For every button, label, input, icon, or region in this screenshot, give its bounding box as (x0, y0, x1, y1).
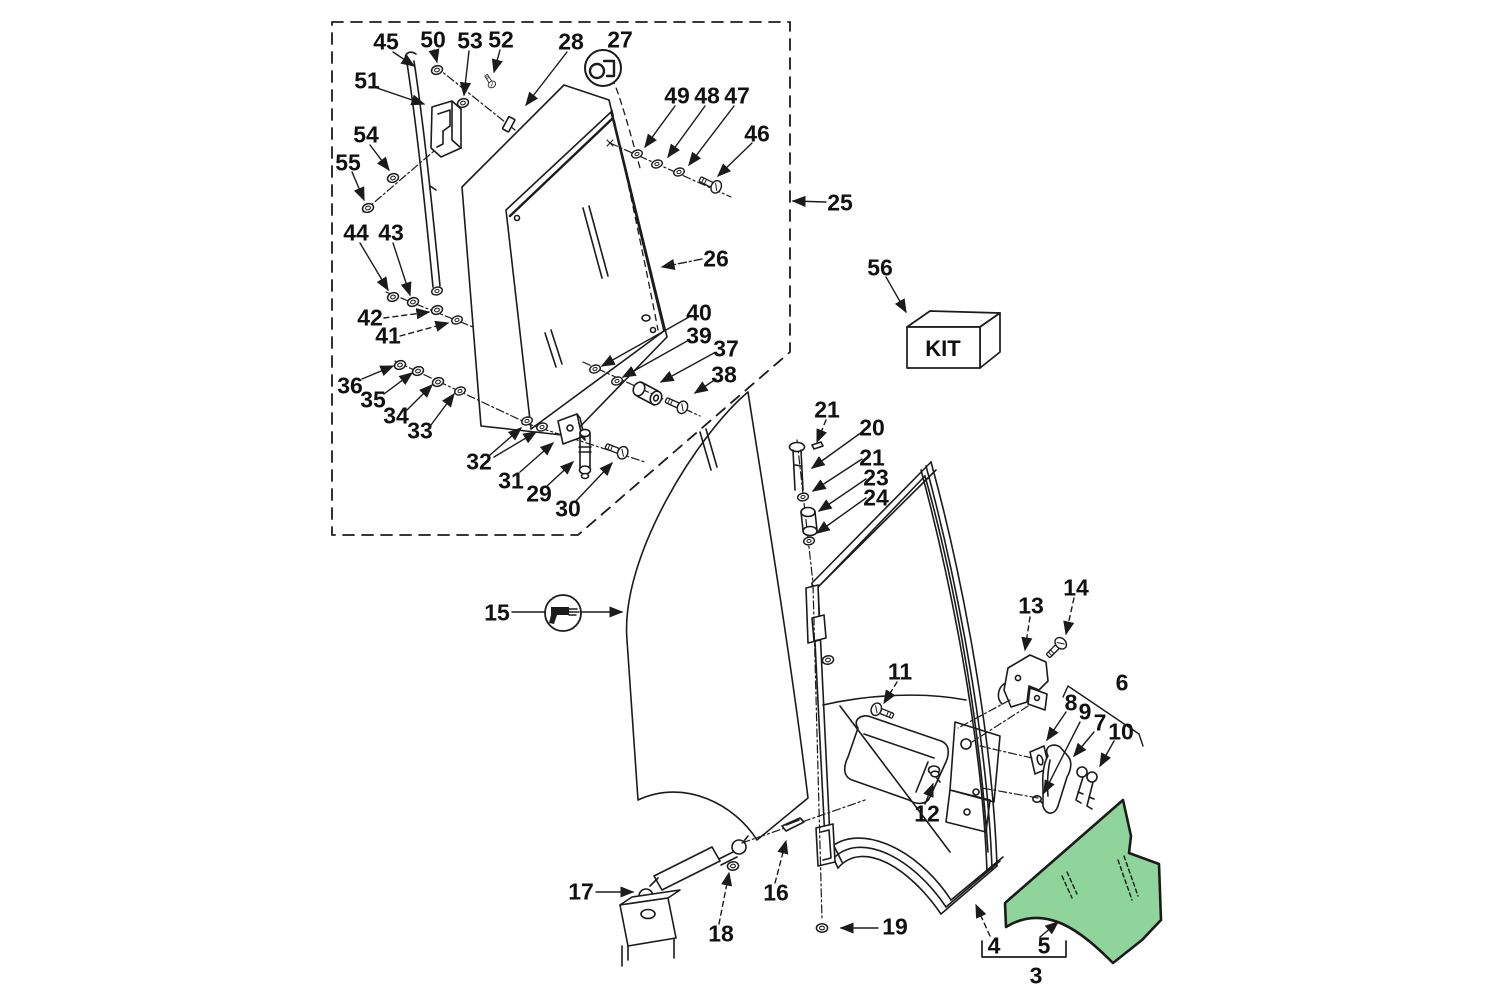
callout-label-3: 3 (1029, 962, 1043, 989)
sealant-gun-icon (545, 595, 581, 631)
glass-pin (502, 116, 515, 132)
callout-label-44: 44 (343, 219, 369, 246)
callout-label-37: 37 (713, 335, 739, 362)
callout-label-28: 28 (558, 28, 584, 55)
callout-label-43: 43 (378, 219, 404, 246)
callout-label-46: 46 (744, 120, 770, 147)
door-frame (806, 462, 1003, 932)
callout-label-6: 6 (1115, 669, 1129, 696)
callout-label-12: 12 (914, 800, 940, 827)
callout-label-7: 7 (1093, 709, 1107, 736)
callout-label-36: 36 (337, 372, 363, 399)
retainer-clip (782, 818, 804, 831)
corner-bracket (431, 101, 461, 157)
callout-label-40: 40 (686, 299, 712, 326)
callout-label-27: 27 (607, 26, 633, 53)
kit-box (907, 311, 1000, 368)
door-lock-plate (946, 722, 1000, 832)
seal-clip-icon (585, 50, 621, 86)
callout-label-39: 39 (686, 322, 712, 349)
callout-label-20: 20 (859, 414, 885, 441)
window-frame-assembly (361, 52, 731, 478)
kit-box-label: KIT (925, 336, 961, 361)
callout-label-50: 50 (420, 26, 446, 53)
callout-label-16: 16 (763, 879, 789, 906)
callout-label-26: 26 (703, 245, 729, 272)
callout-label-51: 51 (354, 67, 380, 94)
callout-label-11: 11 (887, 658, 913, 685)
callout-label-33: 33 (407, 417, 433, 444)
callout-label-38: 38 (711, 361, 737, 388)
callout-label-35: 35 (360, 386, 386, 413)
pivot-bolt-stack (790, 440, 824, 583)
callout-label-25: 25 (827, 189, 853, 216)
callout-label-41: 41 (375, 322, 401, 349)
callout-label-53: 53 (457, 27, 483, 54)
highlighted-lower-panel (1005, 800, 1161, 963)
callout-label-18: 18 (708, 920, 734, 947)
callout-label-21: 21 (859, 444, 885, 471)
callout-leaders (352, 50, 1143, 957)
callout-label-14: 14 (1063, 574, 1089, 601)
callout-label-56: 56 (867, 254, 893, 281)
callout-label-4: 4 (987, 932, 1001, 959)
callout-label-9: 9 (1078, 698, 1092, 725)
callout-label-23: 23 (863, 464, 889, 491)
callout-label-24: 24 (863, 484, 889, 511)
callout-label-47: 47 (724, 82, 750, 109)
callout-label-5: 5 (1037, 932, 1051, 959)
callout-label-8: 8 (1064, 689, 1078, 716)
callout-label-21: 21 (814, 396, 840, 423)
callout-label-45: 45 (373, 28, 399, 55)
callout-label-29: 29 (526, 480, 552, 507)
callout-label-19: 19 (882, 913, 908, 940)
hinge-pin (579, 429, 591, 478)
callout-label-13: 13 (1018, 592, 1044, 619)
callout-label-31: 31 (498, 467, 524, 494)
callout-label-54: 54 (353, 121, 379, 148)
callout-label-30: 30 (555, 495, 581, 522)
callout-label-32: 32 (466, 448, 492, 475)
small-screw (483, 73, 497, 89)
hinge-plate (558, 414, 585, 444)
callout-label-52: 52 (488, 26, 514, 53)
callout-label-49: 49 (664, 82, 690, 109)
door-grab-handle (845, 716, 949, 804)
callout-label-34: 34 (383, 402, 409, 429)
callout-label-10: 10 (1108, 718, 1134, 745)
callout-label-15: 15 (484, 599, 510, 626)
callout-label-48: 48 (694, 82, 720, 109)
callout-label-17: 17 (568, 878, 594, 905)
callout-label-55: 55 (335, 149, 361, 176)
callout-label-42: 42 (357, 304, 383, 331)
door-glass (627, 392, 808, 840)
spacer-bushing (631, 380, 664, 406)
door-hinge-blocks (806, 585, 835, 866)
